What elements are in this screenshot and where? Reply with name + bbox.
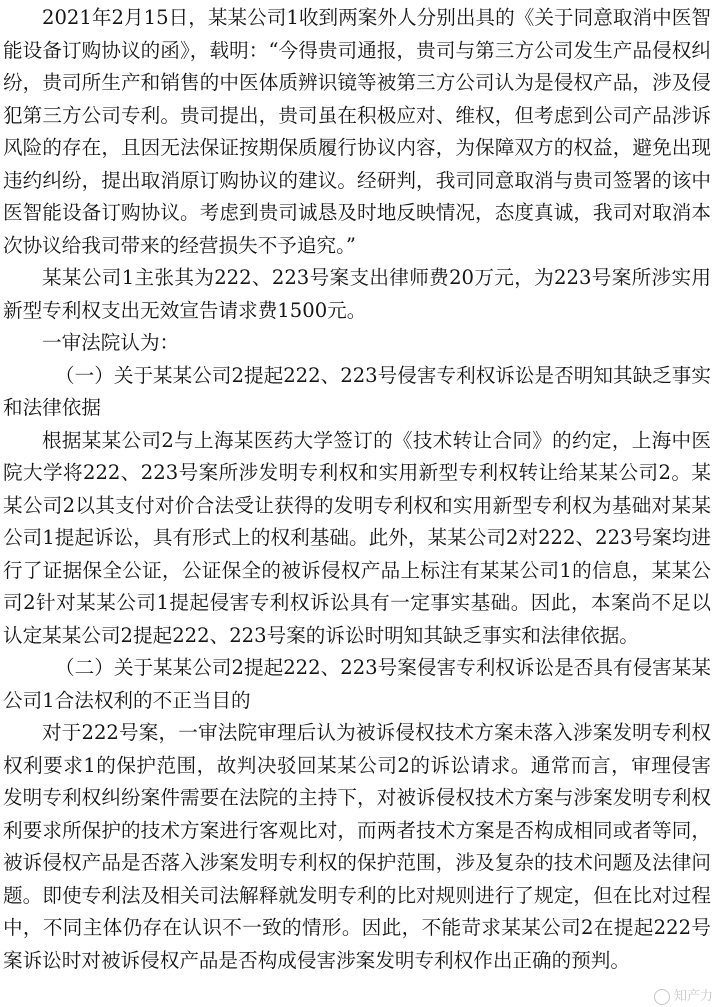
section-heading-2: （二）关于某某公司2提起222、223号案侵害专利权诉讼是否具有侵害某某公司1合法权利的不正当目的 <box>3 656 711 712</box>
watermark <box>654 989 713 1005</box>
paragraph-section-2-body: 对于222号案，一审法院审理后认为被诉侵权技术方案未落入涉案发明专利权权利要求1的保护范围，故判决驳回某某公司2的诉讼请求。通常而言，审理侵害发明专利权纠纷案件需要在法院的主持下，对被诉侵权技术方案与涉案发明专利权利要求所保护的技术方案进行客观比对，而两者技术方案是否构成相同或者等同，被诉侵权产品是否落入涉案发明专利权的保护范围，涉及复杂的技术问题及法律问题。即使专利法及相关司法解释就发明专利的比对规则进行了规定，但在比对过程中，不同主体仍存在认识不一致的情形。因此，不能苛求某某公司2在提起222号案诉讼时对被诉侵权产品是否构成侵害涉案发明专利权作出正确的预判。 <box>3 721 711 972</box>
paragraph-court-opinion-intro: 一审法院认为： <box>42 331 180 354</box>
watermark-logo-icon <box>654 989 670 1005</box>
watermark-text: 知产力 <box>673 989 713 1004</box>
section-heading-1: （一）关于某某公司2提起222、223号侵害专利权诉讼是否明知其缺乏事实和法律依据 <box>3 363 711 419</box>
paragraph-letter-content: 2021年2月15日，某某公司1收到两案外人分别出具的《关于同意取消中医智能设备订购协议的函》，载明：“今得贵司通报，贵司与第三方公司发生产品侵权纠纷，贵司所生产和销售的中医体质辨识镜等被第三方公司认为是侵权产品，涉及侵犯第三方公司专利。贵司提出，贵司虽在积极应对、维权，但考虑到公司产品涉诉风险的存在，且因无法保证按期保质履行协议内容，为保障双方的权益，避免出现违约纠纷，提出取消原订购协议的建议。经研判，我司同意取消与贵司签署的该中医智能设备订购协议。考虑到贵司诚恳及时地反映情况，态度真诚，我司对取消本次协议给我司带来的经营损失不予追究。” <box>3 6 711 257</box>
paragraph-section-1-body: 根据某某公司2与上海某医药大学签订的《技术转让合同》的约定，上海中医院大学将222、223号案所涉发明专利权和实用新型专利权转让给某某公司2。某某公司2以其支付对价合法受让获得的发明专利权和实用新型专利权为基础对某某公司1提起诉讼，具有形式上的权利基础。此外，某某公司2对222、223号案均进行了证据保全公证，公证保全的被诉侵权产品上标注有某某公司1的信息，某某公司2针对某某公司1提起侵害专利权诉讼具有一定事实基础。因此，本案尚不足以认定某某公司2提起222、223号案的诉讼时明知其缺乏事实和法律依据。 <box>3 428 711 647</box>
paragraph-attorney-fees: 某某公司1主张其为222、223号案支出律师费20万元，为223号案所涉实用新型专利权支出无效宣告请求费1500元。 <box>3 266 711 322</box>
